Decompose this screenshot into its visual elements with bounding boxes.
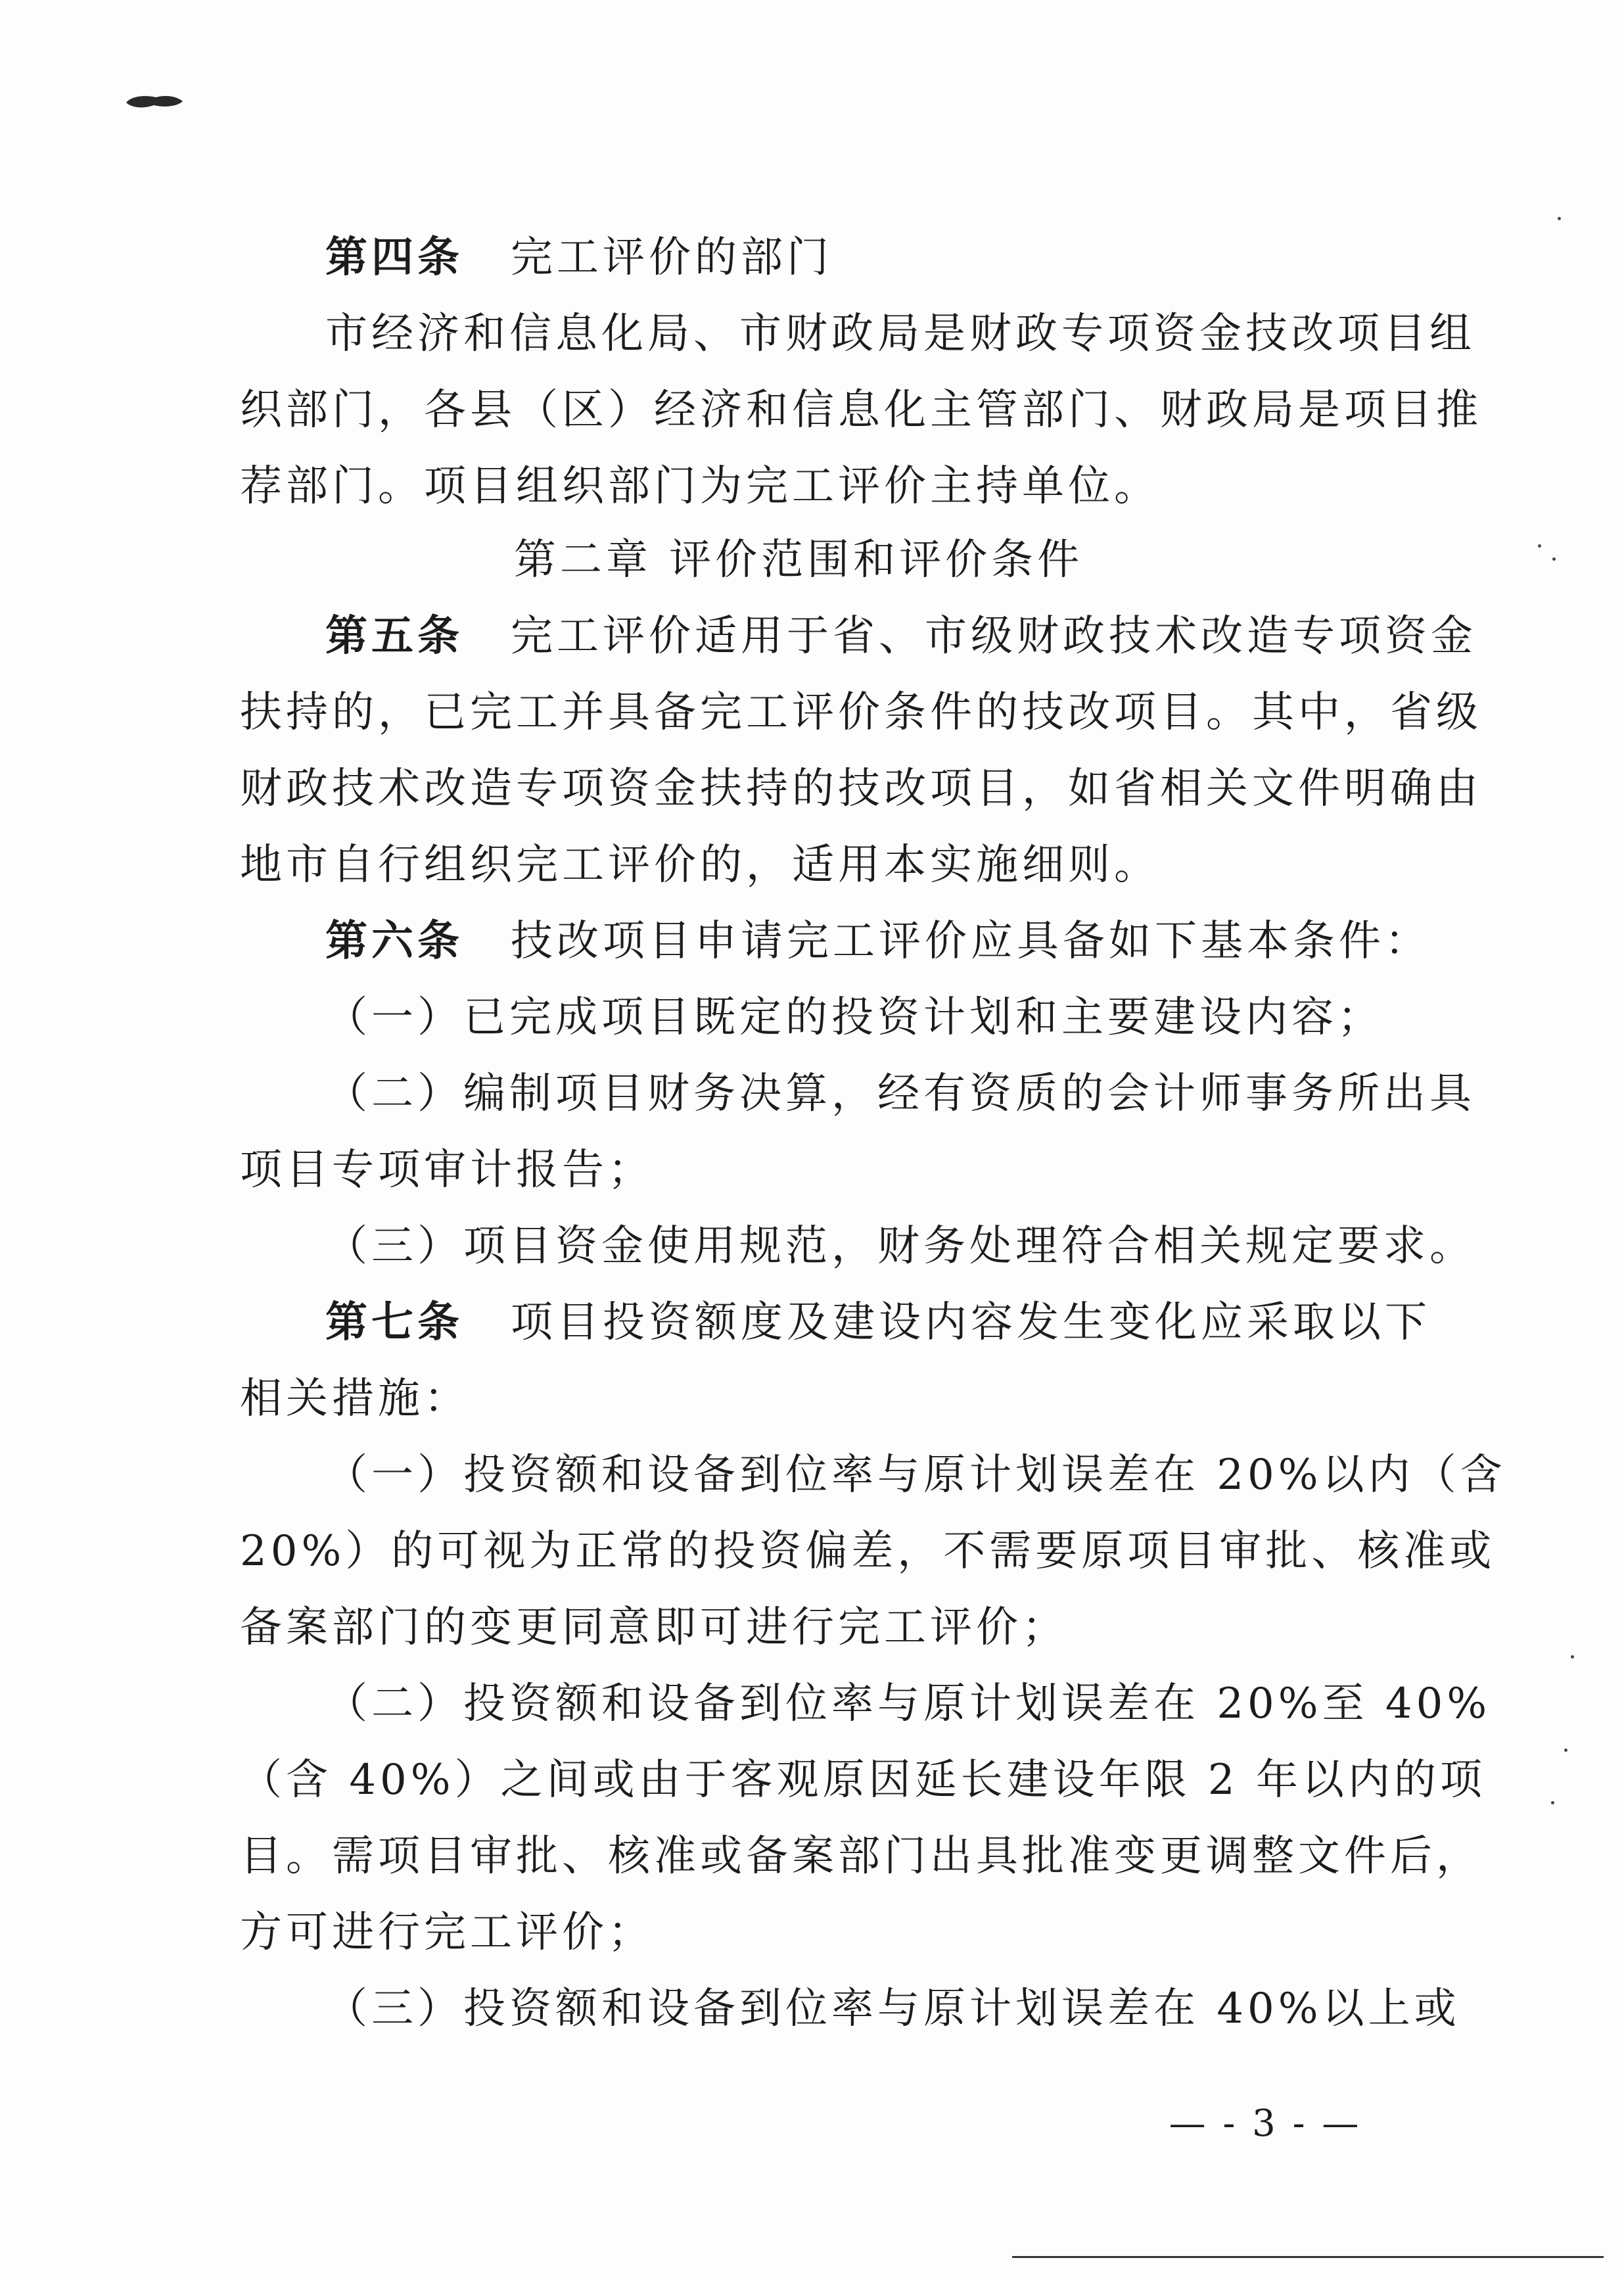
scan-speck	[1551, 1801, 1554, 1804]
article-7-heading	[325, 1296, 1431, 1349]
paragraph-line: 市经济和信息化局、市财政局是财政专项资金技改项目组	[325, 310, 1475, 358]
chapter-heading: 第二章 评价范围和评价条件	[513, 536, 1084, 584]
scan-speck	[1571, 1655, 1574, 1658]
paragraph-line: 地市自行组织完工评价的，适用本实施细则。	[240, 841, 1160, 889]
scan-speck	[1552, 557, 1556, 561]
ink-blot-mark	[125, 92, 184, 110]
paragraph-line: （三）投资额和设备到位率与原计划误差在 40%以上或	[325, 1985, 1460, 2033]
paragraph-line: 织部门，各县（区）经济和信息化主管部门、财政局是项目推	[240, 386, 1482, 435]
paragraph-line: 荐部门。项目组织部门为完工评价主持单位。	[240, 462, 1160, 511]
article-5-heading	[325, 610, 1477, 663]
paragraph-line: 财政技术改造专项资金扶持的技改项目，如省相关文件明确由	[240, 764, 1482, 813]
article-6-heading	[325, 915, 1431, 968]
article-text: 完工评价适用于省、市级财政技术改造专项资金	[511, 612, 1477, 661]
article-label: 第七条	[325, 1298, 463, 1347]
scan-speck	[1538, 544, 1541, 548]
article-text: 技改项目申请完工评价应具备如下基本条件：	[511, 917, 1431, 966]
page-number: — - 3 - —	[1169, 2102, 1362, 2145]
paragraph-line: 项目专项审计报告；	[240, 1146, 654, 1194]
paragraph-line: 备案部门的变更同意即可进行完工评价；	[240, 1603, 1068, 1652]
paragraph-line: （含 40%）之间或由于客观原因延长建设年限 2 年以内的项	[240, 1756, 1486, 1804]
paragraph-line: 扶持的，已完工并具备完工评价条件的技改项目。其中，省级	[240, 688, 1482, 737]
paragraph-line: 相关措施：	[240, 1375, 470, 1423]
article-label: 第六条	[325, 916, 463, 966]
scan-speck	[1564, 1749, 1567, 1752]
article-text: 项目投资额度及建设内容发生变化应采取以下	[511, 1298, 1431, 1347]
bottom-edge-line	[1012, 2256, 1604, 2258]
paragraph-line: （二）编制项目财务决算，经有资质的会计师事务所出具	[325, 1070, 1475, 1118]
paragraph-line: 目。需项目审批、核准或备案部门出具批准变更调整文件后，	[240, 1832, 1482, 1881]
article-4-heading	[325, 231, 1357, 284]
paragraph-line: （一）已完成项目既定的投资计划和主要建设内容；	[325, 993, 1383, 1042]
paragraph-line: （一）投资额和设备到位率与原计划误差在 20%以内（含	[325, 1451, 1506, 1499]
paragraph-line: （三）项目资金使用规范，财务处理符合相关规定要求。	[325, 1222, 1475, 1271]
paragraph-line: 20%）的可视为正常的投资偏差，不需要原项目审批、核准或	[240, 1527, 1496, 1576]
paragraph-line: （二）投资额和设备到位率与原计划误差在 20%至 40%	[325, 1680, 1491, 1728]
article-text: 完工评价的部门	[511, 233, 833, 282]
article-label: 第四条	[325, 233, 463, 282]
paragraph-line: 方可进行完工评价；	[240, 1908, 654, 1957]
scan-speck	[1558, 217, 1561, 220]
article-label: 第五条	[325, 611, 463, 661]
